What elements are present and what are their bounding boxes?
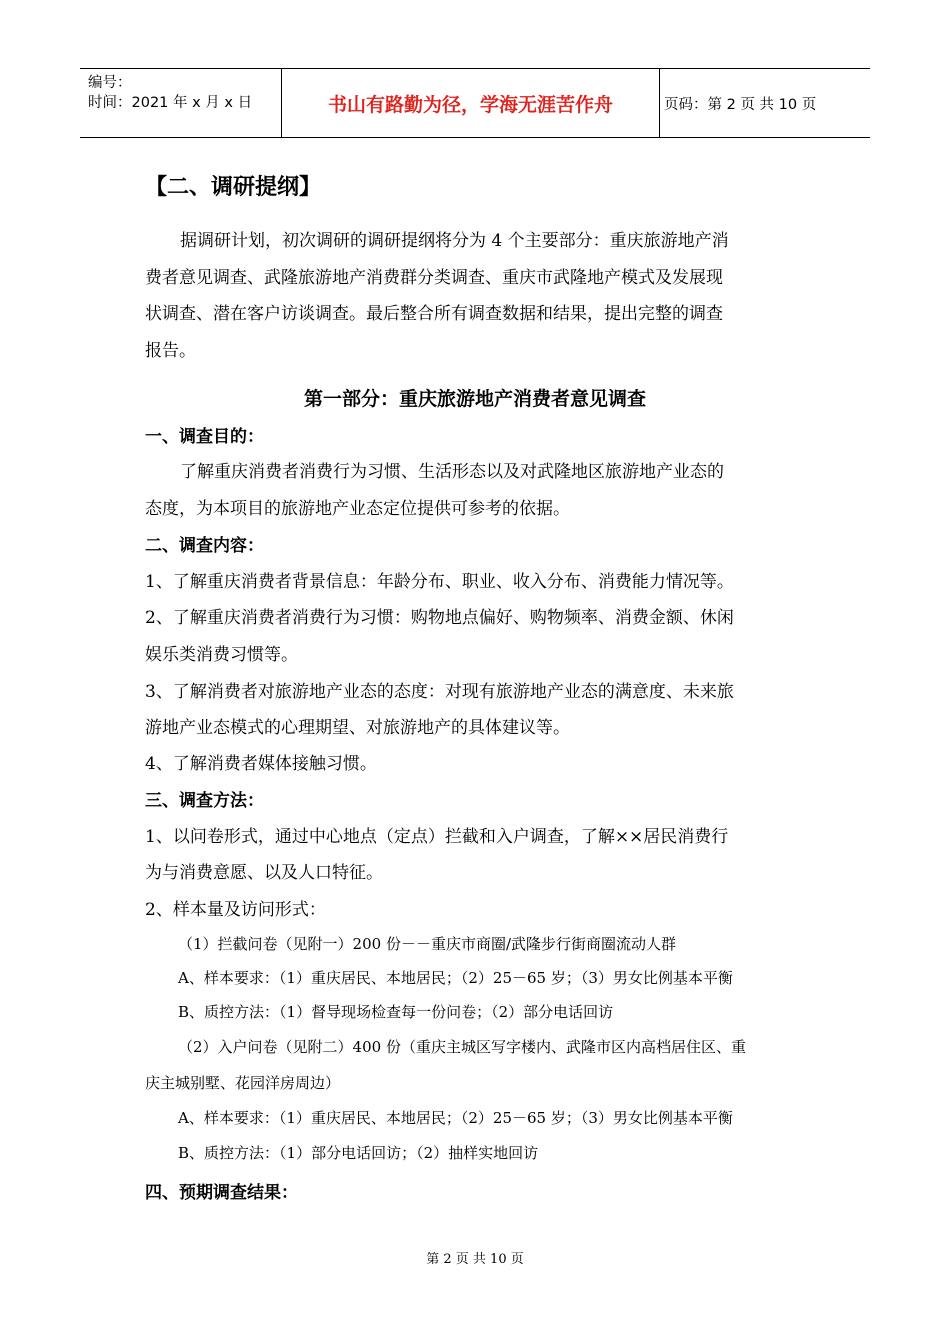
heading-purpose: 一、调查目的： [145,427,264,447]
heading-method: 三、调查方法： [145,791,264,811]
sample-line: （1）拦截问卷（见附一）200 份－－重庆市商圈/武隆步行街商圈流动人群 [178,935,676,953]
header-meta [88,73,278,113]
intro-line: 据调研计划，初次调研的调研提纲将分为 4 个主要部分：重庆旅游地产消 [180,231,729,251]
code-label: 编号： [88,75,132,91]
content-line: 游地产业态模式的心理期望、对旅游地产的具体建议等。 [145,718,570,738]
intro-line: 报告。 [145,341,196,361]
sample-line: （2）入户问卷（见附二）400 份（重庆主城区写字楼内、武隆市区内高档居住区、重 [178,1038,746,1056]
sample-line: B、质控方法：（1）督导现场检查每一份问卷；（2）部分电话回访 [178,1003,614,1021]
section-title: 【二、调研提纲】 [145,174,322,200]
page-header [80,68,870,138]
intro-line: 状调查、潜在客户访谈调查。最后整合所有调查数据和结果，提出完整的调查 [145,304,723,324]
date-line: 时间：2021 年 x 月 x 日 [88,95,253,111]
method-line: 为与消费意愿、以及人口特征。 [145,863,383,883]
purpose-line: 态度，为本项目的旅游地产业态定位提供可参考的依据。 [145,499,570,519]
content-line: 1、了解重庆消费者背景信息：年龄分布、职业、收入分布、消费能力情况等。 [145,572,734,592]
heading-content: 二、调查内容： [145,536,264,556]
header-motto: 书山有路勤为径，学海无涯苦作舟 [327,93,613,116]
heading-results: 四、预期调查结果： [145,1183,298,1203]
sample-line: B、质控方法：（1）部分电话回访；（2）抽样实地回访 [178,1144,539,1162]
sample-line: A、样本要求：（1）重庆居民、本地居民；（2）25－65 岁；（3）男女比例基本平衡 [178,969,733,987]
method-line: 2、样本量及访问形式： [145,900,326,920]
sample-line: 庆主城别墅、花园洋房周边） [145,1074,341,1092]
page-footer: 第 2 页 共 10 页 [426,1252,524,1267]
header-divider-right [659,69,660,137]
header-page-info: 页码：第 2 页 共 10 页 [664,96,817,113]
content-line: 3、了解消费者对旅游地产业态的态度：对现有旅游地产业态的满意度、未来旅 [145,682,734,702]
purpose-line: 了解重庆消费者消费行为习惯、生活形态以及对武隆地区旅游地产业态的 [180,462,724,482]
content-line: 娱乐类消费习惯等。 [145,645,298,665]
intro-line: 费者意见调查、武隆旅游地产消费群分类调查、重庆市武隆地产模式及发展现 [145,268,723,288]
part-title: 第一部分：重庆旅游地产消费者意见调查 [303,388,646,410]
sample-line: A、样本要求：（1）重庆居民、本地居民；（2）25－65 岁；（3）男女比例基本平衡 [178,1109,733,1127]
method-line: 1、以问卷形式，通过中心地点（定点）拦截和入户调查，了解××居民消费行 [145,827,729,847]
content-line: 2、了解重庆消费者消费行为习惯：购物地点偏好、购物频率、消费金额、休闲 [145,608,734,628]
content-line: 4、了解消费者媒体接触习惯。 [145,754,377,774]
